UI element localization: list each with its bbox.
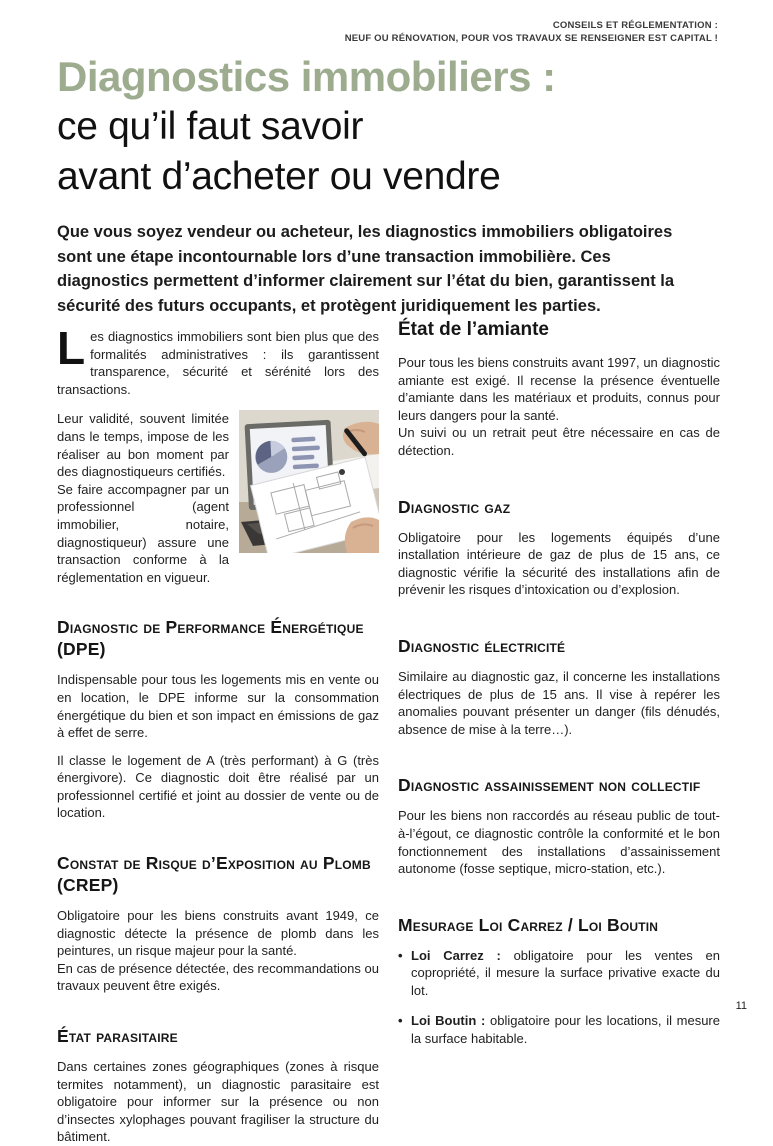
kicker-line2: NEUF OU RÉNOVATION, POUR VOS TRAVAUX SE RENSEIGNER EST CAPITAL ! [344,33,718,44]
title-line2: ce qu’il faut savoir [57,105,364,148]
article-title [57,52,717,202]
section-heading-assainissement: Diagnostic assainissement non collectif [398,775,701,796]
loi-carrez-text: obligatoire pour les ventes en copropriété, il mesure la surface privative exacte du lot. [411,947,720,998]
section-heading-crep: Constat de Risque d’Exposition au Plomb (CREP) [57,853,371,896]
validity-paragraph-1: Leur validité, souvent limitée dans le temps, impose de les réaliser au bon moment par des diagnostiqueurs certifiés. [57,411,229,480]
section-heading-gaz: Diagnostic gaz [398,496,511,517]
assainissement-paragraph: Pour les biens non raccordés au réseau public de tout-à-l’égout, ce diagnostic contrôle la conformité et le bon fonctionnement des installations d’assainissement autonome (fosse septique, micro-station, etc.). [398,808,720,877]
title-accent-line: Diagnostics immobiliers : [57,53,556,100]
lead-paragraph [57,322,379,398]
loi-carrez-lead: Loi Carrez : [411,947,501,963]
bullet-loi-boutin [398,1012,720,1047]
validity-block [57,410,379,586]
right-column [398,318,720,1061]
gaz-paragraph: Obligatoire pour les logements équipés d’une installation intérieure de gaz de plus de 15 ans, ce diagnostic vérifie la sécurité des installations afin de prévenir les risques d’intoxication ou d’explosion. [398,529,720,598]
drop-cap: L [57,322,86,374]
loi-boutin-lead: Loi Boutin : [411,1013,486,1029]
bullet-loi-carrez [398,947,720,1000]
kicker-line1: CONSEILS ET RÉGLEMENTATION : [552,20,718,31]
kicker [345,19,718,45]
left-column [57,322,379,1146]
title-line3: avant d’acheter ou vendre [57,155,501,198]
dpe-paragraph-2: Il classe le logement de A (très performant) à G (très énergivore). Ce diagnostic doit être réalisé par un professionnel certifié et joint au dossier de vente ou de location. [57,752,379,821]
amiante-paragraph-1: Pour tous les biens construits avant 1997, un diagnostic amiante est exigé. Il recense la présence éventuelle d’amiante dans les matériaux et produits, connus pour leurs dangers pour la santé. [398,355,720,423]
section-heading-mesurage: Mesurage Loi Carrez / Loi Boutin [398,914,659,935]
section-heading-amiante: État de l’amiante [398,319,549,340]
section-heading-dpe: Diagnostic de Performance Énergétique (DPE) [57,617,364,660]
laptop-floorplan-photo [239,410,379,553]
amiante-paragraph-2: Un suivi ou un retrait peut être nécessaire en cas de détection. [398,425,720,458]
page-number: 11 [735,1000,747,1012]
spacer [57,742,379,752]
validity-paragraph-2: Se faire accompagner par un professionnel (agent immobilier, notaire, diagnostiqueur) assure une transaction conforme à la réglementation en vigueur. [57,481,229,585]
section-heading-electricite: Diagnostic électricité [398,635,566,656]
loi-boutin-text: obligatoire pour les locations, il mesure la surface habitable. [411,1013,720,1047]
intro-paragraph: Que vous soyez vendeur ou acheteur, les diagnostics immobiliers obligatoires sont une étape incontournable lors d’une transaction immobilière. Ces diagnostics permettent d’informer clairement sur l’état du bien, garantissent la sécurité des futurs occupants, et protègent juridiquement les parties. [57,223,675,315]
parasitaire-paragraph: Dans certaines zones géographiques (zones à risque termites notamment), un diagnostic parasitaire est obligatoire pour informer sur la présence ou non d’insectes xylophages pouvant fragiliser la structure du bâtiment. [57,1059,379,1145]
lead-text: es diagnostics immobiliers sont bien plus que des formalités administratives : ils garantissent transparence, sécurité et sérénité lors des transactions. [57,329,379,397]
section-heading-parasitaire: État parasitaire [57,1026,178,1047]
dpe-paragraph-1: Indispensable pour tous les logements mis en vente ou en location, le DPE informe sur la consommation énergétique du bien et son impact en émissions de gaz à effet de serre. [57,672,379,741]
crep-paragraph-1: Obligatoire pour les biens construits avant 1949, ce diagnostic détecte la présence de plomb dans les peintures, un risque majeur pour la santé. [57,908,379,959]
electricite-paragraph: Similaire au diagnostic gaz, il concerne les installations électriques de plus de 15 ans. Il vise à repérer les anomalies pouvant présenter un danger (fils dénudés, absence de mise à la terre…). [398,668,720,737]
crep-paragraph-2: En cas de présence détectée, des recommandations ou travaux peuvent être exigés. [57,960,379,994]
